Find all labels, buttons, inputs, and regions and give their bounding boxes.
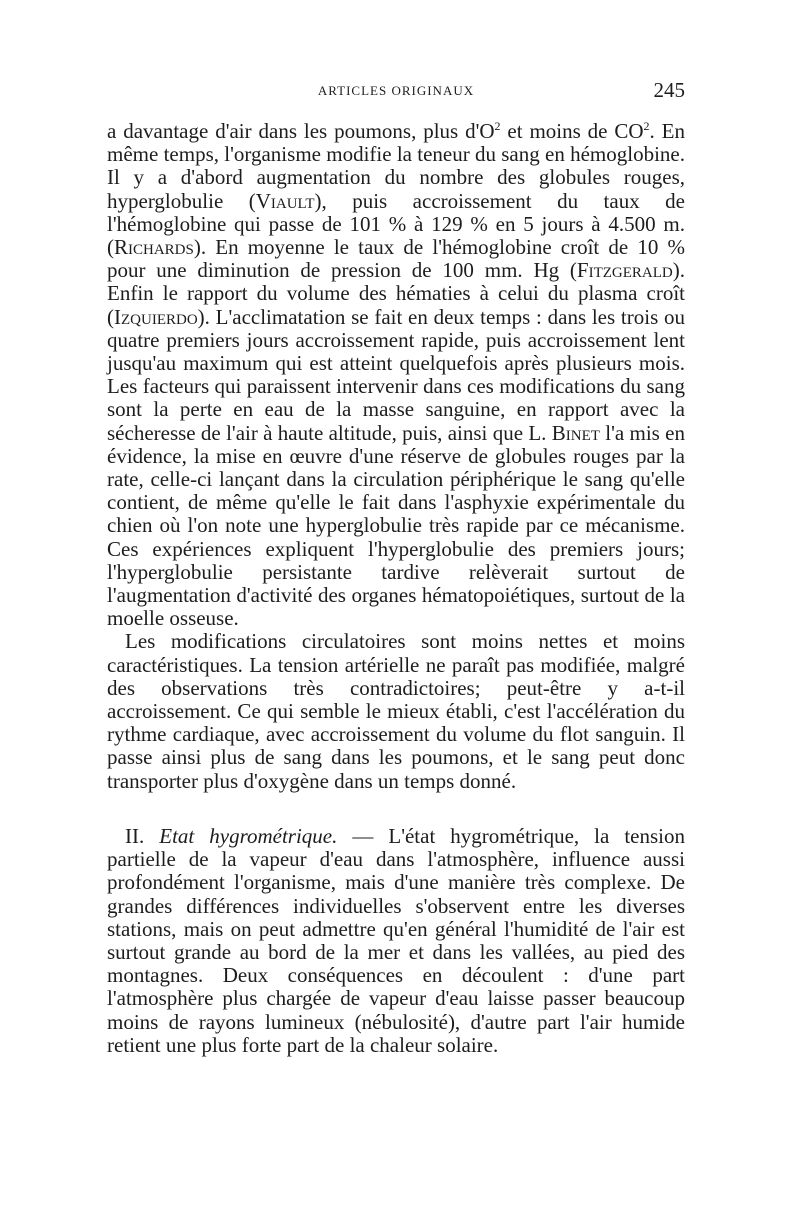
author-name: Viault <box>255 188 315 213</box>
section-heading: Etat hygrométrique. <box>159 823 338 848</box>
book-page <box>107 78 685 1057</box>
paragraph-blood-acclimatation: a davantage d'air dans les poumons, plus $d'O^2$ et moins de $CO^2$. En même temps, l'organisme modifie la teneur du sang en hémoglobine. Il y a d'abord augmentation du nombre des globules rouges, hyperglobulie (Viault), puis accroissement du taux de l'hémoglobine qui passe de 101 % à 129 % en 5 jours à 4.500 m. (Richards). En moyenne le taux de l'hémoglobine croît de 10 % pour une diminution de pression de 100 mm. Hg (Fitzgerald). Enfin le rapport du volume des hématies à celui du plasma croît (Izquierdo). L'acclimatation se fait en deux temps : dans les trois ou quatre premiers jours accroissement rapide, puis accroissement lent jusqu'au maximum qui est atteint quelquefois après plusieurs mois. Les facteurs qui paraissent intervenir dans ces modifications du sang sont la perte en eau de la masse sanguine, en rapport avec la sécheresse de l'air à haute altitude, puis, ainsi que L. Binet l'a mis en évidence, la mise en œuvre d'une réserve de globules rouges par la rate, celle-ci lançant dans la circulation périphérique le sang qu'elle contient, de même qu'elle le fait dans l'asphyxie expérimentale du chien où l'on note une hyperglobulie très rapide par ce mécanisme. Ces expériences expliquent l'hyperglobulie des premiers jours; l'hyperglobulie persistante tardive relèverait surtout de l'augmentation d'activité des organes hématopoiétiques, surtout de la moelle osseuse. <box>107 119 686 631</box>
author-name: Fitzgerald <box>576 258 673 283</box>
author-name: Richards <box>114 235 194 260</box>
superscript: 2 <box>494 119 501 133</box>
page-number: 245 <box>653 78 685 102</box>
author-name: Izquierdo <box>114 304 198 329</box>
running-title: ARTICLES ORIGINAUX <box>317 83 475 98</box>
author-name: Binet <box>551 420 600 445</box>
section-gap <box>107 793 685 825</box>
superscript: 2 <box>643 119 650 133</box>
paragraph-circulatory-changes: Les modifications circulatoires sont moins nettes et moins caractéristiques. La tension artérielle ne paraît pas modifiée, malgré des observations très contradictoires; peut-être y a-t-il accroissement. Ce qui semble le mieux établi, c'est l'accélération du rythme cardiaque, avec accroissement du volume du flot sanguin. Il passe ainsi plus de sang dans les poumons, et le sang peut donc transporter plus d'oxygène dans un temps donné. <box>107 629 685 793</box>
running-head <box>107 78 685 102</box>
paragraph-hygrometric-state: II. Etat hygrométrique. — L'état hygrométrique, la tension partielle de la vapeur d'eau dans l'atmosphère, influence aussi profondément l'organisme, mais d'une manière très complexe. De grandes différences individuelles s'observent entre les diverses stations, mais on peut admettre qu'en général l'humidité de l'air est surtout grande au bord de la mer et dans les vallées, au pied des montagnes. Deux conséquences en découlent : d'une part l'atmosphère plus chargée de vapeur d'eau laisse passer beaucoup moins de rayons lumineux (nébulosité), d'autre part l'air humide retient une plus forte part de la chaleur solaire. <box>107 823 686 1057</box>
